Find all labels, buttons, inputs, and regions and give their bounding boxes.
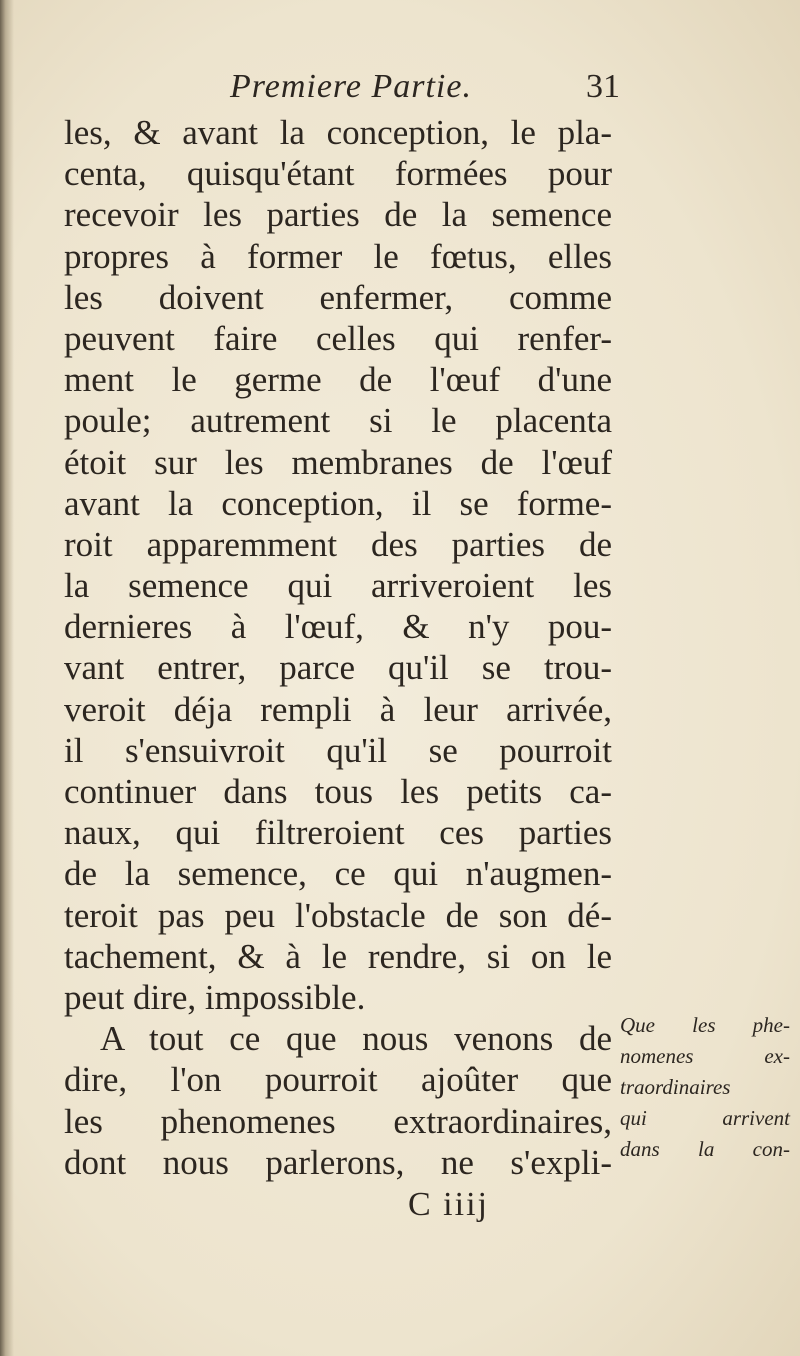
text-line: avant la conception, il se forme-	[64, 483, 612, 523]
margin-note	[620, 1010, 790, 1165]
text-line: la semence qui arriveroient les	[64, 566, 612, 606]
text-line: continuer dans tous les petits ca-	[64, 772, 612, 811]
text-line: peuvent faire celles qui renfer-	[64, 318, 612, 358]
text-line: les doivent enfermer, comme	[64, 277, 612, 317]
text-line: teroit pas peu l'obstacle de son dé-	[64, 895, 612, 935]
text-line: dont nous parlerons, ne s'expli-	[64, 1142, 612, 1182]
text-line: recevoir les parties de la semence	[64, 195, 612, 235]
text-line: les phenomenes extraordinaires,	[64, 1101, 612, 1141]
text-line: de la semence, ce qui n'augmen-	[64, 854, 612, 894]
text-line: roit apparemment des parties de	[64, 524, 612, 564]
page-number: 31	[586, 68, 620, 105]
text-line: centa, quisqu'étant formées pour	[64, 154, 612, 194]
page-spine-shadow	[0, 0, 14, 1356]
body-text	[64, 112, 612, 1183]
text-line: propres à former le fœtus, elles	[64, 236, 612, 276]
margin-note-line: traordinaires	[620, 1075, 731, 1099]
text-line: étoit sur les membranes de l'œuf	[64, 442, 612, 482]
text-line: dire, l'on pourroit ajoûter que	[64, 1060, 612, 1100]
margin-note-line: nomenes ex-	[620, 1044, 790, 1068]
text-line: dernieres à l'œuf, & n'y pou-	[64, 607, 612, 647]
margin-note-line: qui arrivent	[620, 1106, 790, 1130]
paragraph-end-line: peut dire, impossible.	[64, 977, 366, 1017]
text-line: il s'ensuivroit qu'il se pourroit	[64, 730, 612, 770]
text-line: veroit déja rempli à leur arrivée,	[64, 689, 612, 729]
text-line: vant entrer, parce qu'il se trou-	[64, 648, 612, 688]
paragraph-start-line: A tout ce que nous venons de	[100, 1019, 612, 1059]
text-line: ment le germe de l'œuf d'une	[64, 360, 612, 400]
text-line: les, & avant la conception, le pla-	[64, 113, 612, 152]
text-line: tachement, & à le rendre, si on le	[64, 936, 612, 976]
signature-mark: C iiij	[408, 1186, 489, 1223]
text-line: naux, qui filtreroient ces parties	[64, 813, 612, 853]
margin-note-line: dans la con-	[620, 1137, 790, 1161]
page-header	[60, 68, 620, 112]
running-title: Premiere Partie.	[230, 68, 472, 105]
margin-note-line: Que les phe-	[620, 1013, 790, 1037]
text-line: poule; autrement si le placenta	[64, 401, 612, 441]
